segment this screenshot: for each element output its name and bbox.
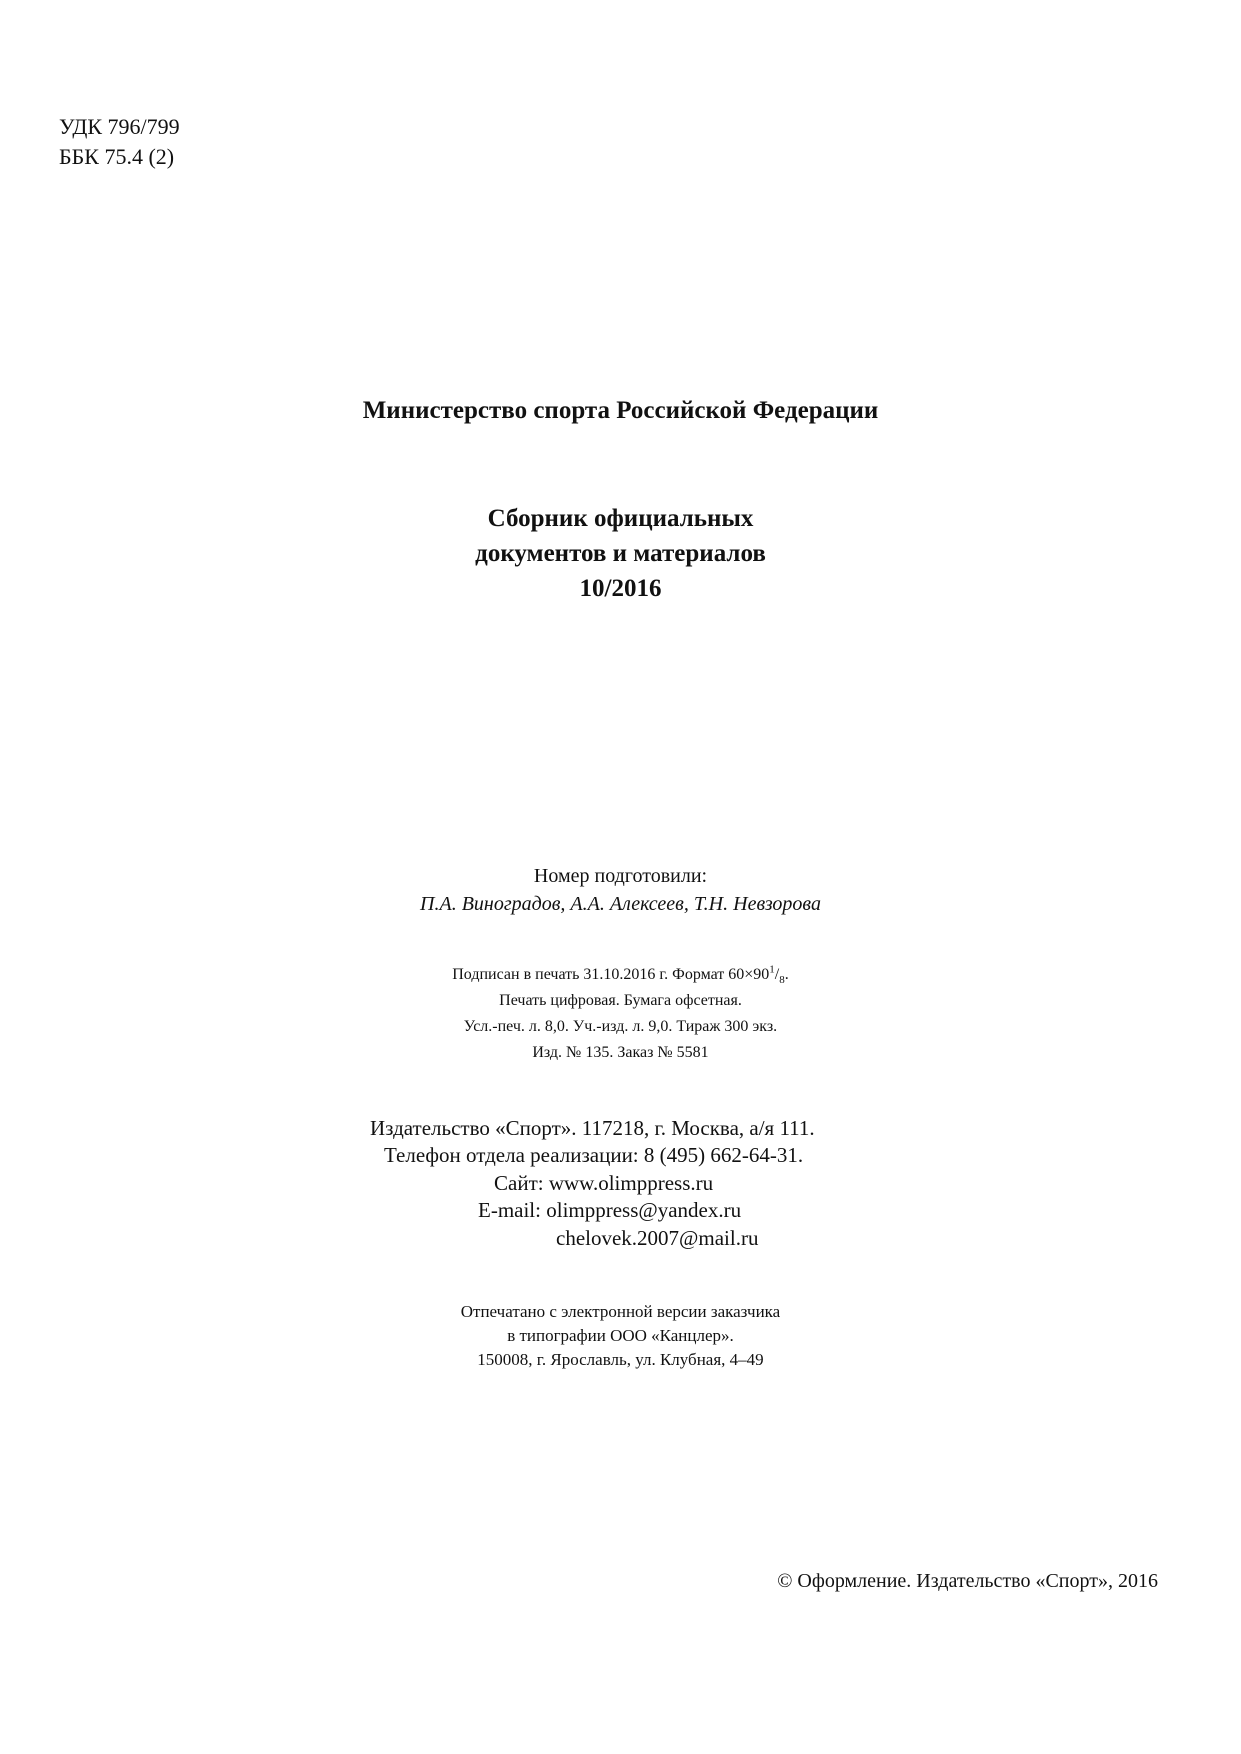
- ministry-heading: Министерство спорта Российской Федерации: [362, 397, 879, 424]
- prepared-by: [0, 862, 1241, 918]
- format-superscript: 1: [769, 963, 775, 976]
- printer-line-3: 150008, г. Ярославль, ул. Клубная, 4–49: [477, 1350, 764, 1369]
- imprint-block: [0, 962, 1241, 1066]
- copyright-notice: © Оформление. Издательство «Спорт», 2016: [777, 1570, 1158, 1592]
- publisher-address: Издательство «Спорт». 117218, г. Москва, а/я 111.: [370, 1116, 815, 1140]
- issue-number: 10/2016: [579, 575, 662, 602]
- imprint-signed-line: [0, 962, 1241, 988]
- imprint-order-line: Изд. № 135. Заказ № 5581: [532, 1044, 709, 1061]
- imprint-print-line: Печать цифровая. Бумага офсетная.: [499, 992, 742, 1009]
- imprint-sheets-line: Усл.-печ. л. 8,0. Уч.-изд. л. 9,0. Тираж 300 экз.: [463, 1018, 778, 1035]
- format-subscript: 8: [779, 974, 785, 987]
- classification-codes: [59, 112, 180, 172]
- udk-code: УДК 796/799: [59, 114, 180, 139]
- printer-line-1: Отпечатано с электронной версии заказчика: [460, 1302, 781, 1321]
- bbk-code: ББК 75.4 (2): [59, 144, 175, 169]
- publisher-email-2: chelovek.2007@mail.ru: [556, 1226, 759, 1250]
- format-slash: /: [774, 966, 780, 983]
- printer-line-2: в типографии ООО «Канцлер».: [507, 1326, 734, 1345]
- publisher-email: E-mail: olimppress@yandex.ru: [478, 1198, 742, 1222]
- publisher-phone: Телефон отдела реализации: 8 (495) 662-64-31.: [384, 1143, 804, 1167]
- title-line-1: Сборник официальных: [487, 505, 754, 532]
- title-line-2: документов и материалов: [475, 540, 766, 567]
- imprint-signed-text: Подписан в печать 31.10.2016 г. Формат 60×90: [452, 966, 770, 983]
- format-end: .: [784, 966, 789, 983]
- prepared-label: Номер подготовили:: [533, 865, 708, 887]
- printing-house: [0, 1300, 1241, 1372]
- prepared-authors: П.А. Виноградов, А.А. Алексеев, Т.Н. Невзорова: [420, 893, 821, 915]
- publisher-site: Сайт: www.olimppress.ru: [494, 1171, 714, 1195]
- collection-title: [0, 501, 1241, 606]
